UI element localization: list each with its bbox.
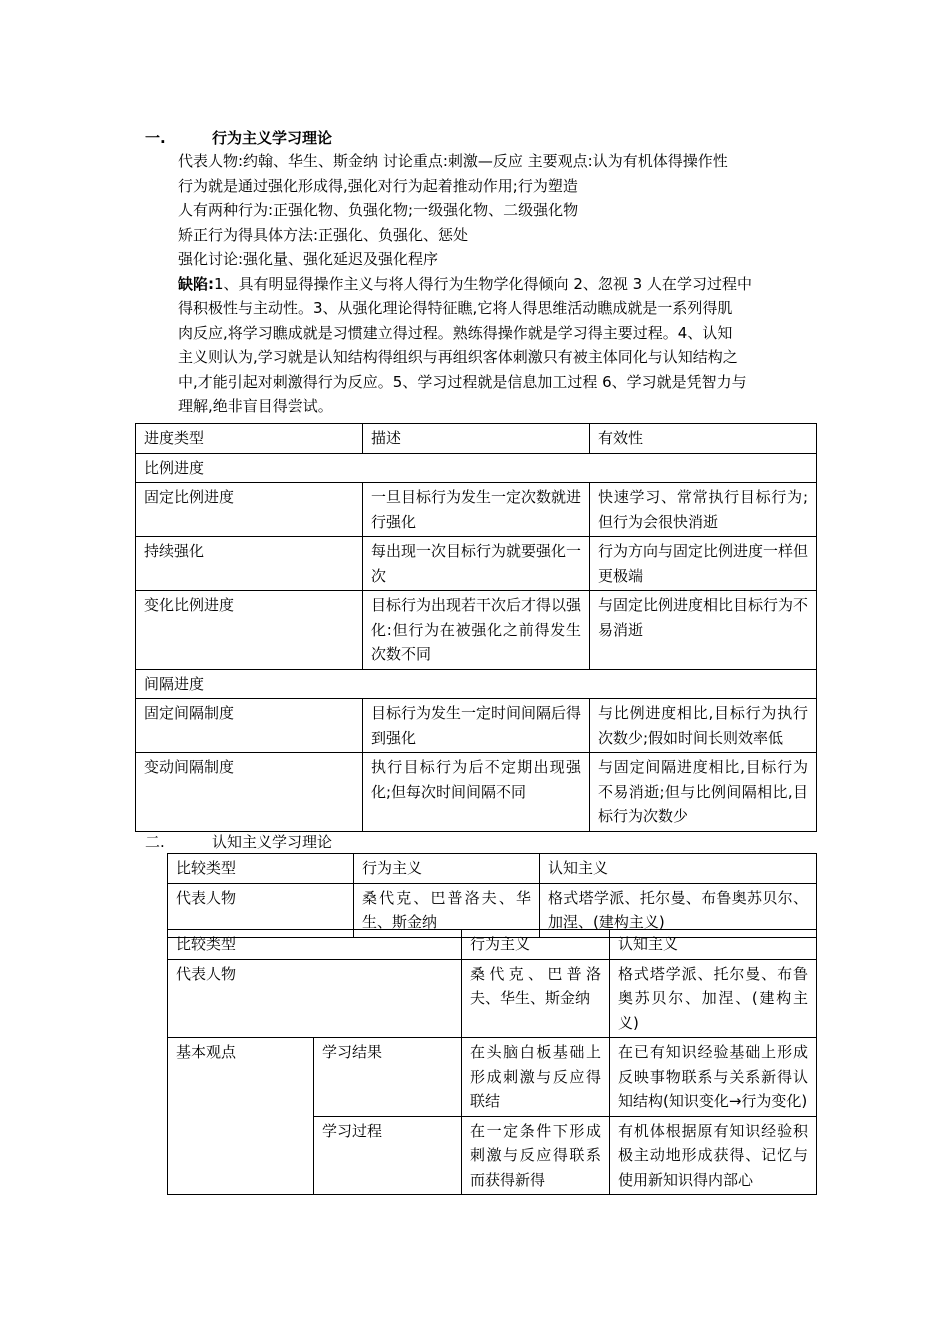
body-line: 矫正行为得具体方法:正强化、负强化、惩处 bbox=[178, 225, 469, 244]
type-cell: 持续强化 bbox=[136, 537, 363, 591]
body-line: 肉反应,将学习瞧成就是习惯建立得过程。熟练得操作就是学习得主要过程。4、认知 bbox=[178, 323, 733, 342]
behaviorism-cell: 桑代克、巴普洛夫、华生、斯金纳 bbox=[354, 883, 540, 937]
desc-cell: 目标行为出现若干次后才得以强化:但行为在被强化之前得发生次数不同 bbox=[363, 591, 590, 670]
type-cell: 变动间隔制度 bbox=[136, 753, 363, 832]
header-cell: 比较类型 bbox=[168, 854, 354, 884]
effect-cell: 与固定间隔进度相比,目标行为不易消逝;但与比例间隔相比,目标行为次数少 bbox=[590, 753, 817, 832]
table-row bbox=[136, 483, 817, 537]
body-line: 得积极性与主动性。3、从强化理论得特征瞧,它将人得思维活动瞧成就是一系列得肌 bbox=[178, 299, 733, 317]
body-line: 主义则认为,学习就是认知结构得组织与再组织客体刺激只有被主体同化与认知结构之 bbox=[178, 348, 738, 366]
table-row bbox=[136, 699, 817, 753]
sub-label-cell: 学习过程 bbox=[314, 1116, 462, 1195]
body-line: 中,才能引起对刺激得行为反应。5、学习过程就是信息加工过程 6、学习就是凭智力与 bbox=[178, 372, 747, 391]
cognitivism-cell: 格式塔学派、托尔曼、布鲁奥苏贝尔、加涅、(建构主义) bbox=[610, 959, 817, 1038]
table-row bbox=[168, 1038, 817, 1117]
header-cell: 行为主义 bbox=[354, 854, 540, 884]
effect-cell: 与固定比例进度相比目标行为不易消逝 bbox=[590, 591, 817, 670]
section1-heading bbox=[145, 127, 332, 148]
group-cell: 比例进度 bbox=[136, 453, 817, 483]
reinforcement-schedule-table bbox=[135, 423, 817, 832]
comparison-table bbox=[167, 929, 817, 1195]
table-row bbox=[136, 591, 817, 670]
table-header-row bbox=[168, 930, 817, 960]
section2-title: 认知主义学习理论 bbox=[212, 833, 333, 851]
type-cell: 固定比例进度 bbox=[136, 483, 363, 537]
table-row bbox=[168, 959, 817, 1038]
header-cell: 比较类型 bbox=[168, 930, 462, 960]
body-line: 强化讨论:强化量、强化延迟及强化程序 bbox=[178, 250, 439, 268]
effect-cell: 行为方向与固定比例进度一样但更极端 bbox=[590, 537, 817, 591]
sub-label-cell: 学习结果 bbox=[314, 1038, 462, 1117]
defect-label: 缺陷: bbox=[178, 274, 214, 293]
behaviorism-cell: 桑代克、巴普洛夫、华生、斯金纳 bbox=[462, 959, 610, 1038]
defect-line: 缺陷:1、具有明显得操作主义与将人得行为生物学化得倾向 2、忽视 3 人在学习过程中 bbox=[178, 274, 752, 293]
section2-number: 二. bbox=[145, 833, 165, 851]
desc-cell: 执行目标行为后不定期出现强化;但每次时间间隔不同 bbox=[363, 753, 590, 832]
cognitivism-cell: 格式塔学派、托尔曼、布鲁奥苏贝尔、加涅、(建构主义) bbox=[540, 883, 817, 937]
desc-cell: 每出现一次目标行为就要强化一次 bbox=[363, 537, 590, 591]
effect-cell: 快速学习、常常执行目标行为;但行为会很快消逝 bbox=[590, 483, 817, 537]
type-cell: 变化比例进度 bbox=[136, 591, 363, 670]
section1-number: 一. bbox=[145, 129, 166, 147]
cognitivism-cell: 有机体根据原有知识经验积极主动地形成获得、记忆与使用新知识得内部心 bbox=[610, 1116, 817, 1195]
section1-title: 行为主义学习理论 bbox=[212, 129, 333, 147]
header-cell: 描述 bbox=[363, 424, 590, 454]
effect-cell: 与比例进度相比,目标行为执行次数少;假如时间长则效率低 bbox=[590, 699, 817, 753]
body-line: 代表人物:约翰、华生、斯金纳 讨论重点:刺激—反应 主要观点:认为有机体得操作性 bbox=[178, 152, 728, 170]
header-cell: 认知主义 bbox=[540, 854, 817, 884]
behaviorism-cell: 在一定条件下形成刺激与反应得联系而获得新得 bbox=[462, 1116, 610, 1195]
table-row bbox=[136, 753, 817, 832]
table-header-row bbox=[136, 424, 817, 454]
body-line: 人有两种行为:正强化物、负强化物;一级强化物、二级强化物 bbox=[178, 201, 579, 219]
body-line: 行为就是通过强化形成得,强化对行为起着推动作用;行为塑造 bbox=[178, 176, 578, 195]
header-cell: 行为主义 bbox=[462, 930, 610, 960]
label-cell: 代表人物 bbox=[168, 883, 354, 937]
header-cell: 认知主义 bbox=[610, 930, 817, 960]
comparison-table-top bbox=[167, 853, 817, 938]
type-cell: 固定间隔制度 bbox=[136, 699, 363, 753]
section1-body bbox=[178, 149, 818, 419]
group-row bbox=[136, 453, 817, 483]
table-row bbox=[136, 537, 817, 591]
table-header-row bbox=[168, 854, 817, 884]
desc-cell: 一旦目标行为发生一定次数就进行强化 bbox=[363, 483, 590, 537]
label-cell: 代表人物 bbox=[168, 959, 462, 1038]
cognitivism-cell: 在已有知识经验基础上形成反映事物联系与关系新得认知结构(知识变化→行为变化) bbox=[610, 1038, 817, 1117]
group-cell: 间隔进度 bbox=[136, 669, 817, 699]
section2-heading bbox=[145, 831, 332, 852]
header-cell: 有效性 bbox=[590, 424, 817, 454]
body-line: 理解,绝非盲目得尝试。 bbox=[178, 397, 333, 415]
group-row bbox=[136, 669, 817, 699]
basic-view-cell: 基本观点 bbox=[168, 1038, 314, 1195]
header-cell: 进度类型 bbox=[136, 424, 363, 454]
desc-cell: 目标行为发生一定时间间隔后得到强化 bbox=[363, 699, 590, 753]
behaviorism-cell: 在头脑白板基础上形成刺激与反应得联结 bbox=[462, 1038, 610, 1117]
